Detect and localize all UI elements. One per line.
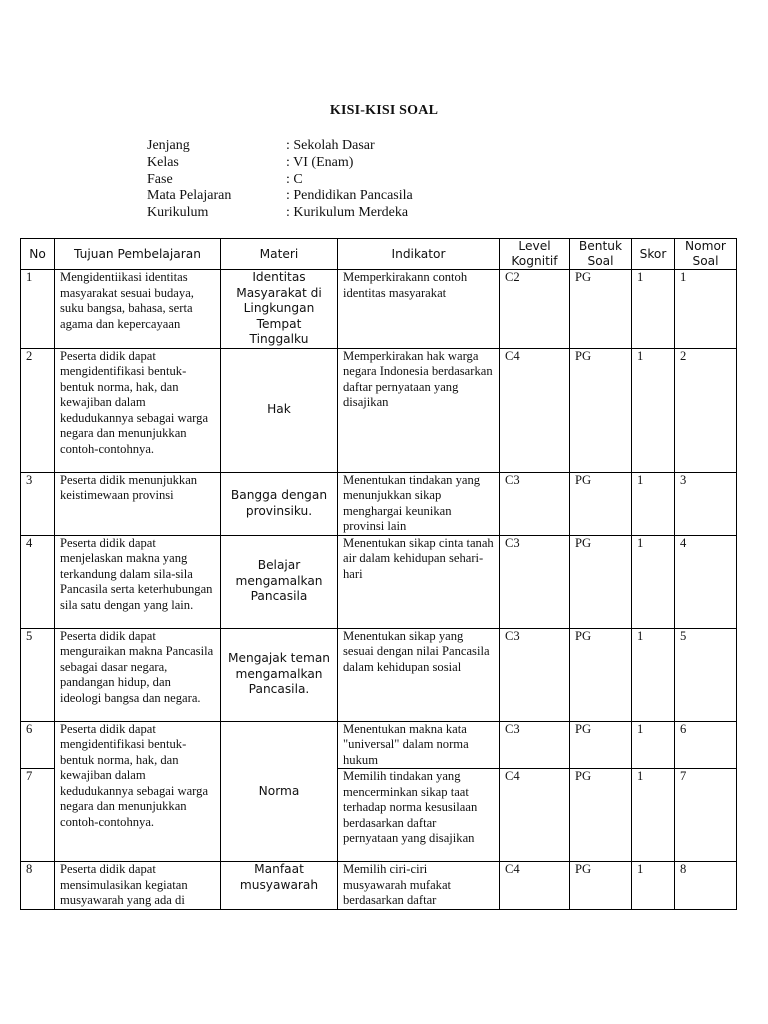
cell-skor: 1	[632, 535, 675, 628]
meta-label: Kurikulum	[147, 205, 209, 221]
document-meta	[147, 138, 413, 222]
cell-bentuk: PG	[570, 270, 632, 349]
cell-no: 2	[21, 348, 55, 472]
header-tujuan: Tujuan Pembelajaran	[55, 239, 221, 270]
table-header-row	[21, 239, 737, 270]
cell-materi: Mengajak teman mengamalkan Pancasila.	[221, 628, 338, 721]
table-row	[21, 628, 737, 721]
cell-materi: Bangga dengan provinsiku.	[221, 472, 338, 535]
header-nomor: Nomor Soal	[675, 239, 737, 270]
meta-label: Jenjang	[147, 138, 190, 153]
cell-nomor: 3	[675, 472, 737, 535]
table-row	[21, 721, 737, 769]
cell-materi: Identitas Masyarakat di Lingkungan Tempat Tinggalku	[221, 270, 338, 349]
cell-indikator: Memilih ciri-ciri musyawarah mufakat berdasarkan daftar	[338, 862, 500, 910]
cell-bentuk: PG	[570, 721, 632, 769]
cell-tujuan: Peserta didik dapat mensimulasikan kegiatan musyawarah yang ada di	[55, 862, 221, 910]
meta-row-fase	[147, 172, 413, 189]
header-indikator: Indikator	[338, 239, 500, 270]
cell-nomor: 4	[675, 535, 737, 628]
cell-level: C4	[500, 348, 570, 472]
cell-indikator: Memperkirakann contoh identitas masyarakat	[338, 270, 500, 349]
cell-level: C4	[500, 862, 570, 910]
cell-skor: 1	[632, 472, 675, 535]
cell-level: C4	[500, 769, 570, 862]
cell-tujuan: Peserta didik dapat mengidentifikasi bentuk-bentuk norma, hak, dan kewajiban dalam kedudukannya sebagai warga negara dan menunjukkan contoh-contohnya.	[55, 721, 221, 862]
cell-tujuan: Peserta didik dapat menguraikan makna Pancasila sebagai dasar negara, pandangan hidup, dan ideologi bangsa dan negara.	[55, 628, 221, 721]
cell-tujuan: Peserta didik dapat mengidentifikasi bentuk-bentuk norma, hak, dan kewajiban dalam kedudukannya sebagai warga negara dan menunjukkan contoh-contohnya.	[55, 348, 221, 472]
cell-bentuk: PG	[570, 862, 632, 910]
cell-tujuan: Mengidentiikasi identitas masyarakat sesuai budaya, suku bangsa, bahasa, serta agama dan kepercayaan	[55, 270, 221, 349]
document-title: KISI-KISI SOAL	[329, 103, 439, 118]
cell-no: 7	[21, 769, 55, 862]
cell-materi: Belajar mengamalkan Pancasila	[221, 535, 338, 628]
meta-row-kurikulum	[147, 205, 413, 222]
meta-label: Mata Pelajaran	[147, 188, 232, 204]
cell-skor: 1	[632, 348, 675, 472]
table-row	[21, 535, 737, 628]
meta-value: : VI (Enam)	[286, 154, 354, 170]
header-bentuk: Bentuk Soal	[570, 239, 632, 270]
cell-nomor: 1	[675, 270, 737, 349]
cell-level: C3	[500, 535, 570, 628]
cell-bentuk: PG	[570, 535, 632, 628]
header-skor: Skor	[632, 239, 675, 270]
cell-materi: Hak	[221, 348, 338, 472]
cell-bentuk: PG	[570, 628, 632, 721]
cell-nomor: 6	[675, 721, 737, 769]
cell-no: 4	[21, 535, 55, 628]
cell-nomor: 2	[675, 348, 737, 472]
cell-indikator: Menentukan sikap cinta tanah air dalam kehidupan sehari-hari	[338, 535, 500, 628]
cell-materi: Manfaat musyawarah	[221, 862, 338, 910]
cell-skor: 1	[632, 270, 675, 349]
table-row	[21, 270, 737, 349]
cell-indikator: Memilih tindakan yang mencerminkan sikap taat terhadap norma kesusilaan berdasarkan daftar pernyataan yang disajikan	[338, 769, 500, 862]
cell-bentuk: PG	[570, 472, 632, 535]
meta-value: : Sekolah Dasar	[286, 138, 375, 153]
cell-level: C3	[500, 721, 570, 769]
header-level: Level Kognitif	[500, 239, 570, 270]
meta-label: Fase	[147, 171, 173, 187]
cell-indikator: Menentukan sikap yang sesuai dengan nilai Pancasila dalam kehidupan sosial	[338, 628, 500, 721]
cell-no: 6	[21, 721, 55, 769]
cell-skor: 1	[632, 862, 675, 910]
cell-skor: 1	[632, 628, 675, 721]
cell-indikator: Memperkirakan hak warga negara Indonesia berdasarkan daftar pernyataan yang disajikan	[338, 348, 500, 472]
cell-nomor: 5	[675, 628, 737, 721]
kisi-table	[20, 238, 737, 910]
table-row	[21, 862, 737, 910]
table-row	[21, 348, 737, 472]
cell-no: 5	[21, 628, 55, 721]
meta-label: Kelas	[147, 154, 179, 170]
cell-level: C3	[500, 472, 570, 535]
cell-nomor: 8	[675, 862, 737, 910]
cell-indikator: Menentukan tindakan yang menunjukkan sikap menghargai keunikan provinsi lain	[338, 472, 500, 535]
header-no: No	[21, 239, 55, 270]
meta-row-jenjang	[147, 138, 413, 155]
cell-skor: 1	[632, 769, 675, 862]
cell-no: 1	[21, 270, 55, 349]
meta-value: : Pendidikan Pancasila	[286, 188, 413, 204]
meta-row-mata-pelajaran	[147, 188, 413, 205]
cell-no: 3	[21, 472, 55, 535]
meta-value: : C	[286, 171, 303, 187]
meta-value: : Kurikulum Merdeka	[286, 205, 409, 221]
cell-tujuan: Peserta didik dapat menjelaskan makna yang terkandung dalam sila-sila Pancasila serta keterhubungan sila satu dengan yang lain.	[55, 535, 221, 628]
cell-materi: Norma	[221, 721, 338, 862]
cell-level: C3	[500, 628, 570, 721]
cell-tujuan: Peserta didik menunjukkan keistimewaan provinsi	[55, 472, 221, 535]
cell-indikator: Menentukan makna kata "universal" dalam norma hukum	[338, 721, 500, 769]
header-materi: Materi	[221, 239, 338, 270]
cell-skor: 1	[632, 721, 675, 769]
cell-bentuk: PG	[570, 769, 632, 862]
cell-level: C2	[500, 270, 570, 349]
table-row	[21, 472, 737, 535]
cell-nomor: 7	[675, 769, 737, 862]
cell-bentuk: PG	[570, 348, 632, 472]
meta-row-kelas	[147, 155, 413, 172]
cell-no: 8	[21, 862, 55, 910]
